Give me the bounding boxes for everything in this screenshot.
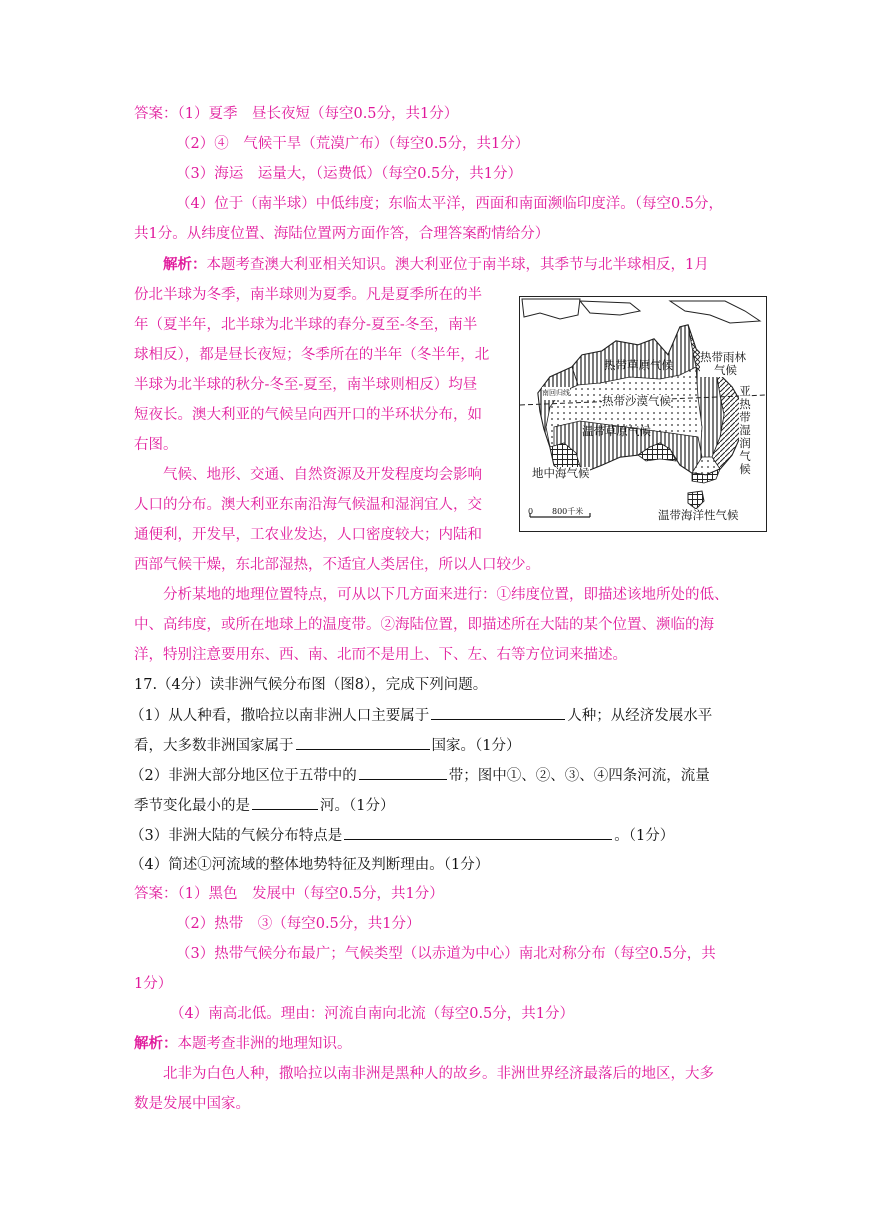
answer-line: （3）海运 运量大，（运费低）（每空0.5分，共1分）	[176, 166, 523, 182]
answer-line: 1分）	[134, 976, 173, 992]
tropical-grassland-label: 热带草原气候	[604, 358, 673, 372]
question-part-1-cont: 看，大多数非洲国家属于 国家。（1分）	[134, 735, 520, 756]
analysis-line: 洋，特别注意要用东、西、南、北而不是用上、下、左、右等方位词来描述。	[134, 647, 627, 663]
answer-line: 答案：（1）夏季 昼长夜短（每空0.5分，共1分）	[134, 106, 459, 122]
analysis-line: 通便利，开发早，工农业发达，人口密度较大；内陆和	[134, 527, 482, 543]
scale-zero: 0	[528, 507, 534, 516]
analysis-line: 球相反），都是昼长夜短；冬季所在的半年（冬半年，北	[134, 347, 490, 363]
analysis-line: 中、高纬度，或所在地球上的温度带。②海陆位置，即描述所在大陆的某个位置、濒临的海	[134, 617, 714, 633]
scale-value: 800千米	[552, 507, 584, 516]
analysis-line: 数是发展中国家。	[134, 1096, 250, 1112]
analysis-line: 西部气候干燥，东北部湿热，不适宜人类居住，所以人口较少。	[134, 557, 540, 573]
subtropical-humid-label: 亚热带湿润气候	[739, 384, 751, 476]
answer-blank[interactable]	[252, 795, 318, 810]
mediterranean-label: 地中海气候	[532, 466, 590, 480]
question-part-3: （3）非洲大陆的气候分布特点是 。（1分）	[130, 825, 674, 846]
analysis-label: 解析：	[163, 256, 207, 273]
map-graphic	[520, 297, 766, 531]
answer-line: （4）位于（南半球）中低纬度；东临太平洋，西面和南面濒临印度洋。（每空0.5分，	[176, 196, 724, 212]
answer-blank[interactable]	[431, 705, 565, 720]
tropic-line-label: 南回归线	[542, 387, 570, 400]
analysis-paragraph: 解析：本题考查非洲的地理知识。	[134, 1035, 352, 1052]
temperate-maritime-label: 温带海洋性气候	[658, 508, 739, 522]
analysis-line: 短夜长。澳大利亚的气候呈向西开口的半环状分布，如	[134, 407, 482, 423]
answer-line: （2）④ 气候干旱（荒漠广布）（每空0.5分，共1分）	[176, 136, 530, 152]
analysis-line: 气候、地形、交通、自然资源及开发程度均会影响	[163, 467, 482, 483]
question-part-2: （2）非洲大部分地区位于五带中的 带；图中①、②、③、④四条河流，流量	[130, 765, 710, 786]
answer-blank[interactable]	[344, 825, 612, 840]
analysis-line: 半球为北半球的秋分-冬至-夏至，南半球则相反）均昼	[134, 377, 478, 393]
analysis-line: 年（夏半年，北半球为北半球的春分-夏至-冬至，南半	[134, 317, 478, 333]
answer-line: 共1分。从纬度位置、海陆位置两方面作答，合理答案酌情给分）	[134, 226, 550, 242]
answer-blank[interactable]	[359, 765, 447, 780]
question-part-2-cont: 季节变化最小的是 河。（1分）	[134, 795, 394, 816]
answer-line: （3）热带气候分布最广；气候类型（以赤道为中心）南北对称分布（每空0.5分，共	[176, 946, 716, 962]
desert-label: 热带沙漠气候	[602, 394, 671, 408]
analysis-line: 北非为白色人种，撒哈拉以南非洲是黑种人的故乡。非洲世界经济最落后的地区，大多	[163, 1066, 714, 1082]
rainforest-label: 热带雨林 气候	[700, 350, 746, 377]
question-title: 17.（4分）读非洲气候分布图（图8），完成下列问题。	[134, 677, 488, 693]
answer-line: 答案：（1）黑色 发展中（每空0.5分，共1分）	[134, 886, 444, 902]
answer-line: （2）热带 ③（每空0.5分，共1分）	[176, 916, 421, 932]
analysis-line: 人口的分布。澳大利亚东南沿海气候温和湿润宜人，交	[134, 497, 482, 513]
analysis-line: 份北半球为冬季，南半球则为夏季。凡是夏季所在的半	[134, 287, 482, 303]
australia-climate-map	[519, 296, 767, 532]
question-part-1: （1）从人种看，撒哈拉以南非洲人口主要属于 人种；从经济发展水平	[130, 705, 712, 726]
analysis-label: 解析：	[134, 1035, 178, 1052]
answer-line: （4）南高北低。理由：河流自南向北流（每空0.5分，共1分）	[170, 1006, 575, 1022]
analysis-paragraph: 解析：本题考查澳大利亚相关知识。澳大利亚位于南半球，其季节与北半球相反，1月	[163, 256, 709, 273]
temperate-grassland-label: 温带草原气候	[582, 424, 651, 438]
analysis-line: 分析某地的地理位置特点，可从以下几方面来进行：①纬度位置，即描述该地所处的低、	[163, 587, 729, 603]
answer-blank[interactable]	[296, 735, 430, 750]
question-part-4: （4）简述①河流域的整体地势特征及判断理由。（1分）	[130, 857, 490, 873]
analysis-line: 右图。	[134, 437, 178, 453]
